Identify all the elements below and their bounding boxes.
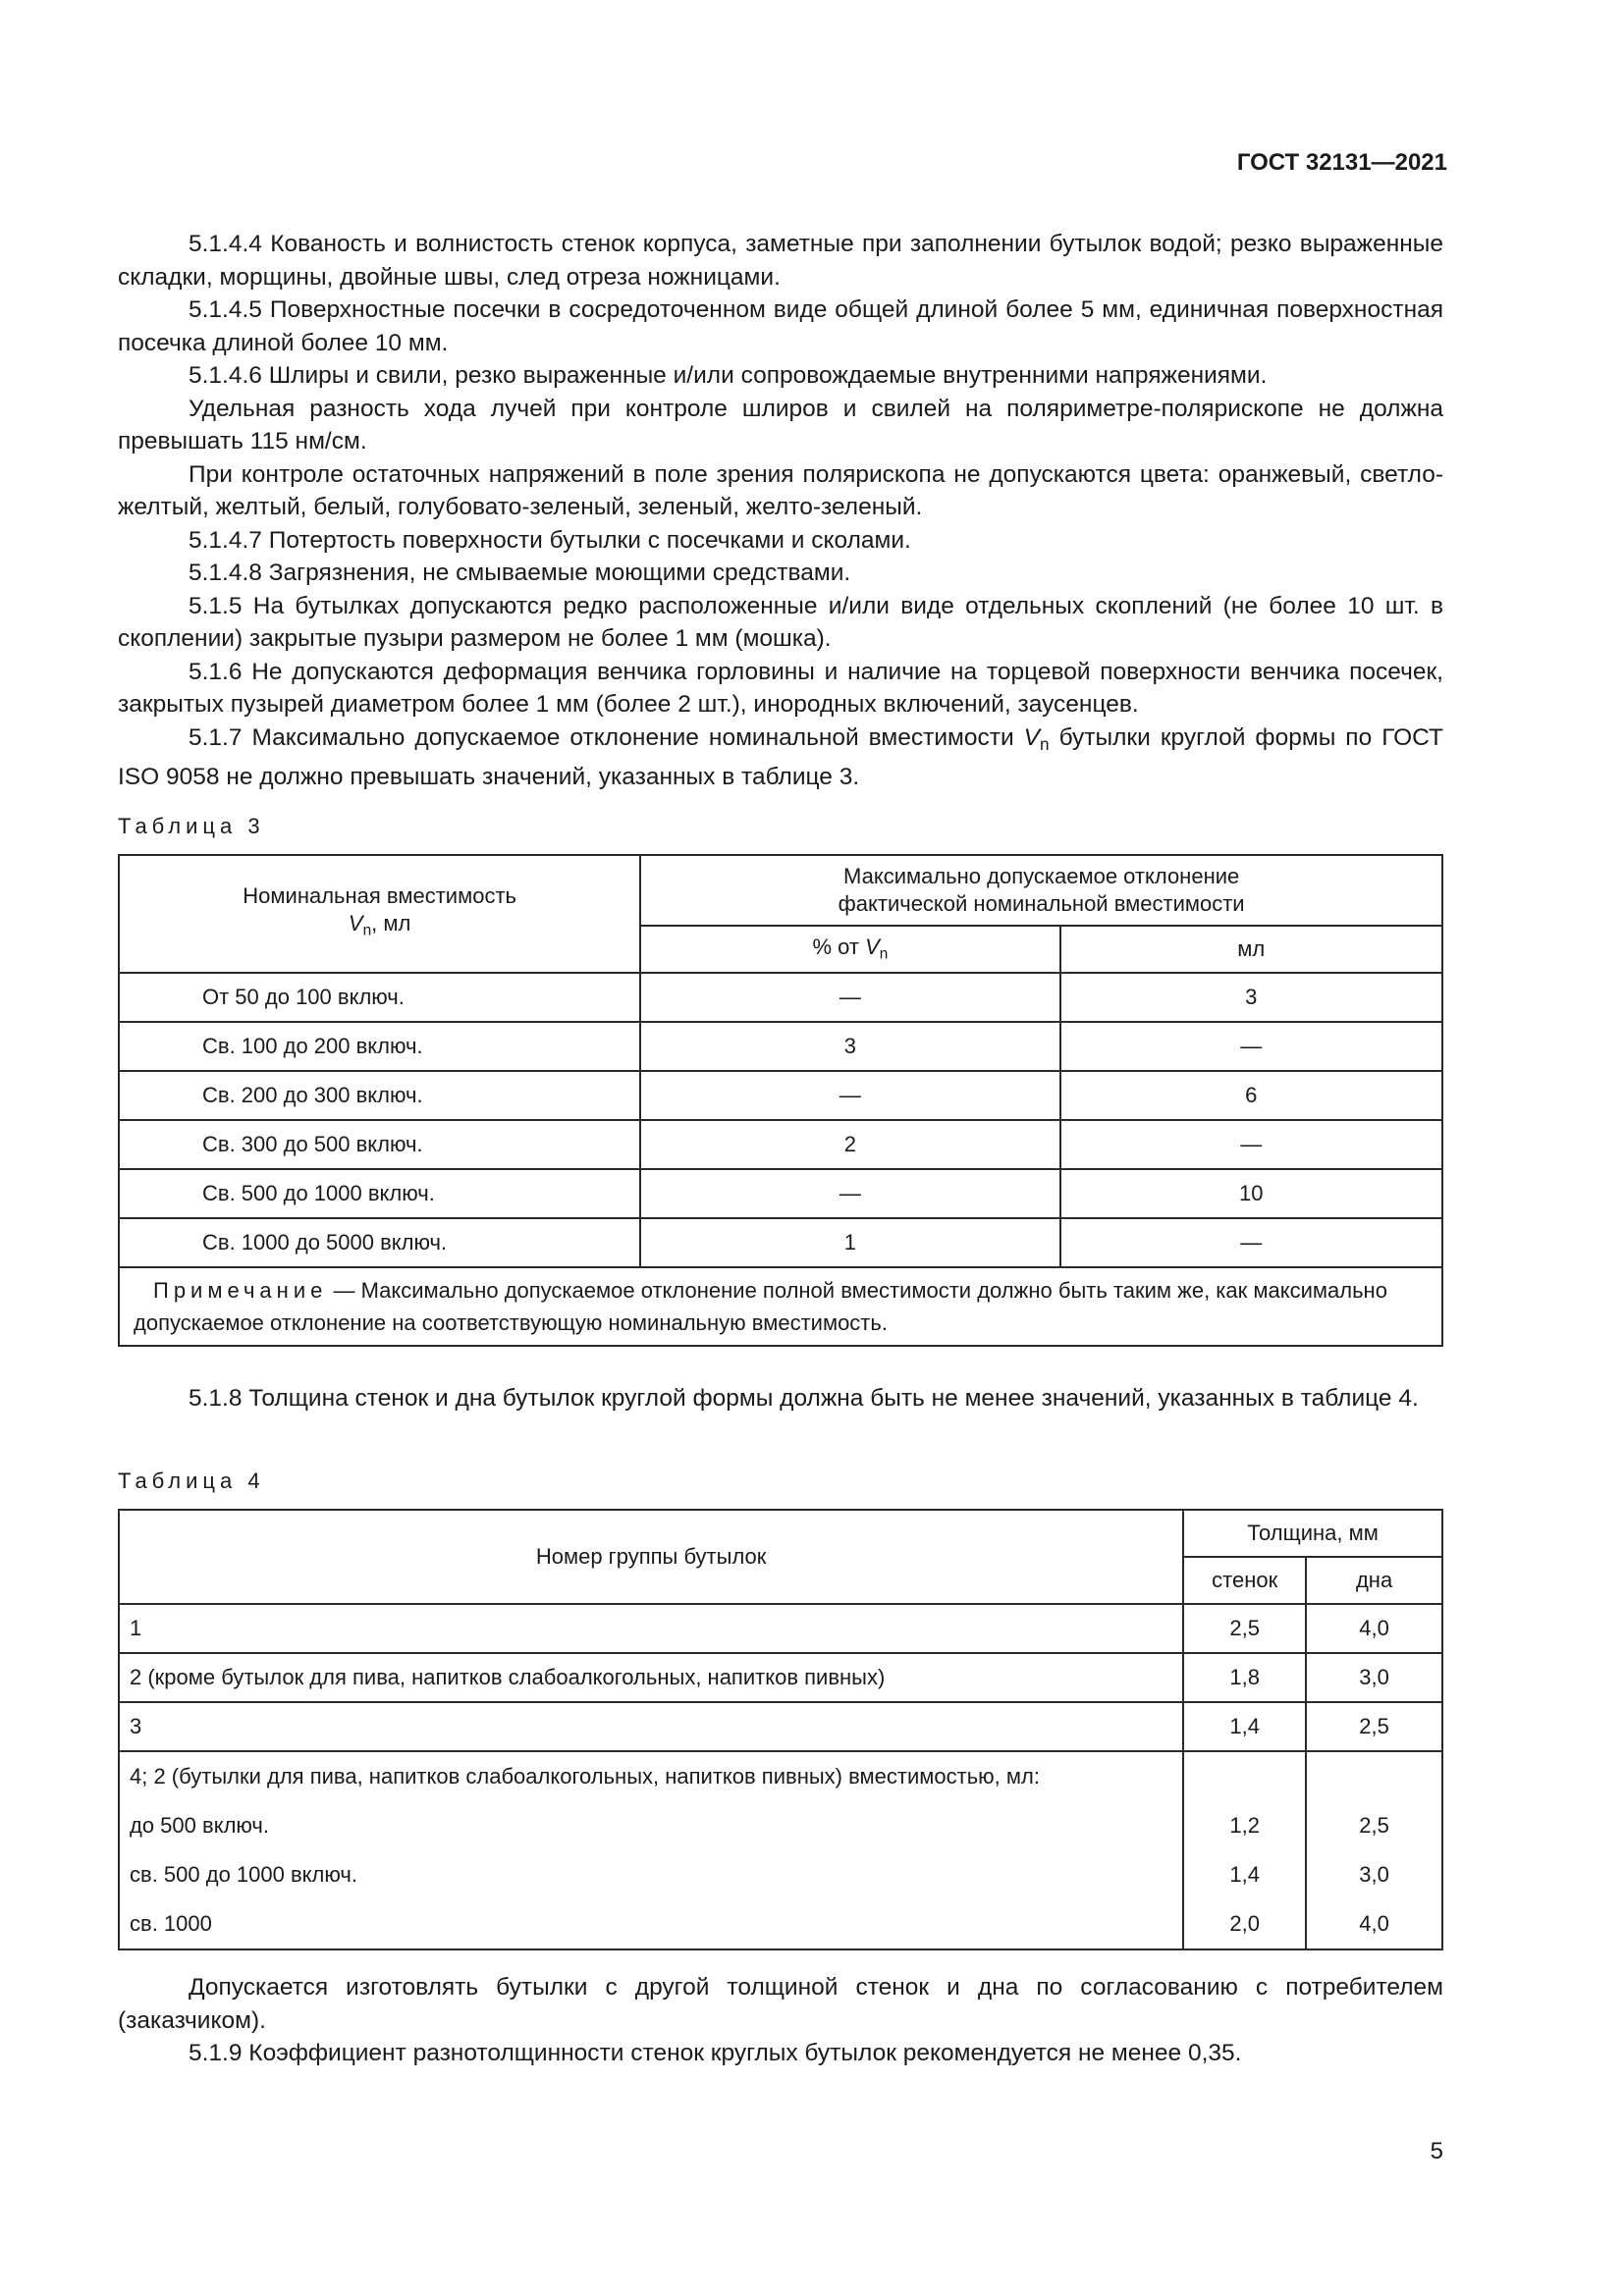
paragraph: 5.1.4.6 Шлиры и свили, резко выраженные и/или сопровождаемые внутренними напряжениями. [189,362,1268,389]
text-run: 5.1.7 Максимально допускаемое отклонение номинальной вместимости [189,723,1024,751]
table-row [119,1653,1442,1702]
paragraph: Допускается изготовлять бутылки с другой толщиной стенок и дна по согласованию с потребителем (заказчиком). [118,1974,1443,2034]
table-cell: 3 [119,1702,1183,1751]
table-cell: 3,0 [1306,1653,1442,1702]
table3-sub-ml: мл [1060,926,1442,973]
table-cell: 3 [640,1022,1059,1071]
table-cell: 2 (кроме бутылок для пива, напитков слабоалкогольных, напитков пивных) [119,1653,1183,1702]
body-text-after-table4 [118,1971,1443,2070]
table-cell [1306,1751,1442,1949]
table-cell: — [1060,1120,1442,1169]
table-cell: 2,5 [1183,1604,1306,1653]
paragraph: 5.1.4.8 Загрязнения, не смываемые моющими средствами. [189,560,851,586]
table-row [119,1604,1442,1653]
subscript: n [1040,733,1050,754]
paragraph: 5.1.5 На бутылках допускаются редко расположенные и/или виде отдельных скоплений (не более 10 шт. в скоплении) закрытые пузыри размером не более 1 мм (мошка). [118,592,1443,652]
group4-value: 1,4 [1229,1862,1260,1887]
text-run: бутылки круглой формы по ГОСТ ISO 9058 не должно превышать значений, указанных в таблице 3. [118,723,1443,791]
group4-value: 4,0 [1359,1911,1389,1936]
table-cell: — [640,1071,1059,1120]
table-cell [1183,1751,1306,1949]
table-cell: Св. 100 до 200 включ. [119,1022,640,1071]
table-cell: — [640,1169,1059,1218]
table4-sub-walls: стенок [1183,1557,1306,1604]
table-cell: — [1060,1022,1442,1071]
unit-text: , мл [371,911,411,936]
table-cell: Св. 200 до 300 включ. [119,1071,640,1120]
header-line: Максимально допускаемое отклонение [843,864,1240,888]
header-line: фактической номинальной вместимости [838,891,1245,916]
paragraph: 5.1.4.4 Кованость и волнистость стенок корпуса, заметные при заполнении бутылок водой; резко выраженные складки, морщины, двойные швы, след отреза ножницами. [118,231,1443,291]
paragraph: 5.1.4.5 Поверхностные посечки в сосредоточенном виде общей длиной более 5 мм, единичная поверхностная посечка длиной более 10 мм. [118,296,1443,356]
table3-group-header [640,855,1442,926]
group4-value: 2,5 [1359,1813,1389,1838]
table3-note [119,1267,1442,1346]
table4-col1-header: Номер группы бутылок [119,1510,1183,1604]
header-text: % от [812,934,866,960]
subscript: n [362,922,372,939]
table-cell: 4,0 [1306,1604,1442,1653]
group4-value: 2,0 [1229,1911,1260,1936]
table-row [119,973,1442,1022]
table3 [118,854,1443,1347]
table4-sub-bottom: дна [1306,1557,1442,1604]
note-label: Примечание [153,1278,328,1303]
paragraph: При контроле остаточных напряжений в поле зрения полярископа не допускаются цвета: оранжевый, светло-желтый, желтый, белый, голубовато-зеленый, зеленый, желто-зеленый. [118,460,1443,520]
subscript: n [879,945,889,963]
table4-caption: Таблица 4 [118,1468,265,1493]
table3-col1-header [119,855,640,973]
table-cell: 2 [640,1120,1059,1169]
table-cell: — [640,973,1059,1022]
variable: V [1023,723,1041,751]
table-cell: Св. 500 до 1000 включ. [119,1169,640,1218]
standard-code: ГОСТ 32131—2021 [1236,149,1447,176]
paragraph: 5.1.8 Толщина стенок и дна бутылок круглой формы должна быть не менее значений, указанных в таблице 4. [189,1385,1419,1412]
table-row-group4 [119,1751,1442,1949]
paragraph: 5.1.6 Не допускаются деформация венчика горловины и наличие на торцевой поверхности венчика посечек, закрытых пузырей диаметром более 1 мм (более 2 шт.), инородных включений, заусенцев. [118,658,1443,718]
paragraph: Удельная разность хода лучей при контроле шлиров и свилей на поляриметре-полярископе не должна превышать 115 нм/см. [118,395,1443,454]
group4-title: 4; 2 (бутылки для пива, напитков слабоалкогольных, напитков пивных) вместимостью, мл: [130,1764,1040,1789]
table4 [118,1509,1443,1950]
paragraph: 5.1.4.7 Потертость поверхности бутылки с посечками и сколами. [189,526,911,554]
table-row [119,1169,1442,1218]
table3-sub-percent [640,926,1059,973]
table-cell: От 50 до 100 включ. [119,973,640,1022]
table-row [119,1022,1442,1071]
table-cell: — [1060,1218,1442,1267]
table-cell: 3 [1060,973,1442,1022]
table-cell: 1,4 [1183,1702,1306,1751]
table-row [119,1702,1442,1751]
table-row [119,1120,1442,1169]
table-cell [119,1751,1183,1949]
group4-sub-label: св. 500 до 1000 включ. [130,1862,357,1887]
body-text-after-table3 [118,1382,1443,1415]
variable: V [348,911,363,936]
table-cell: 6 [1060,1071,1442,1120]
group4-value: 3,0 [1359,1862,1389,1887]
table4-group-header: Толщина, мм [1183,1510,1442,1557]
paragraph [118,721,1443,794]
table-cell: 1 [119,1604,1183,1653]
note-text: — Максимально допускаемое отклонение полной вместимости должно быть таким же, как максимально допускаемое отклонение на соответствующую номинальную вместимость. [134,1278,1387,1335]
table-cell: 1 [640,1218,1059,1267]
table-row [119,1218,1442,1267]
table-row [119,1071,1442,1120]
group4-sub-label: до 500 включ. [130,1813,269,1838]
table-cell: 1,8 [1183,1653,1306,1702]
variable: V [865,934,880,960]
table3-caption: Таблица 3 [118,814,265,838]
body-text [118,228,1443,794]
paragraph: 5.1.9 Коэффициент разнотолщинности стенок круглых бутылок рекомендуется не менее 0,35. [189,2040,1242,2066]
table-cell: 2,5 [1306,1702,1442,1751]
page-number: 5 [1430,2138,1443,2164]
group4-sub-label: св. 1000 [130,1911,212,1936]
group4-value: 1,2 [1229,1813,1260,1838]
table-cell: 10 [1060,1169,1442,1218]
table-cell: Св. 300 до 500 включ. [119,1120,640,1169]
table-cell: Св. 1000 до 5000 включ. [119,1218,640,1267]
header-text: Номинальная вместимость [243,883,516,909]
